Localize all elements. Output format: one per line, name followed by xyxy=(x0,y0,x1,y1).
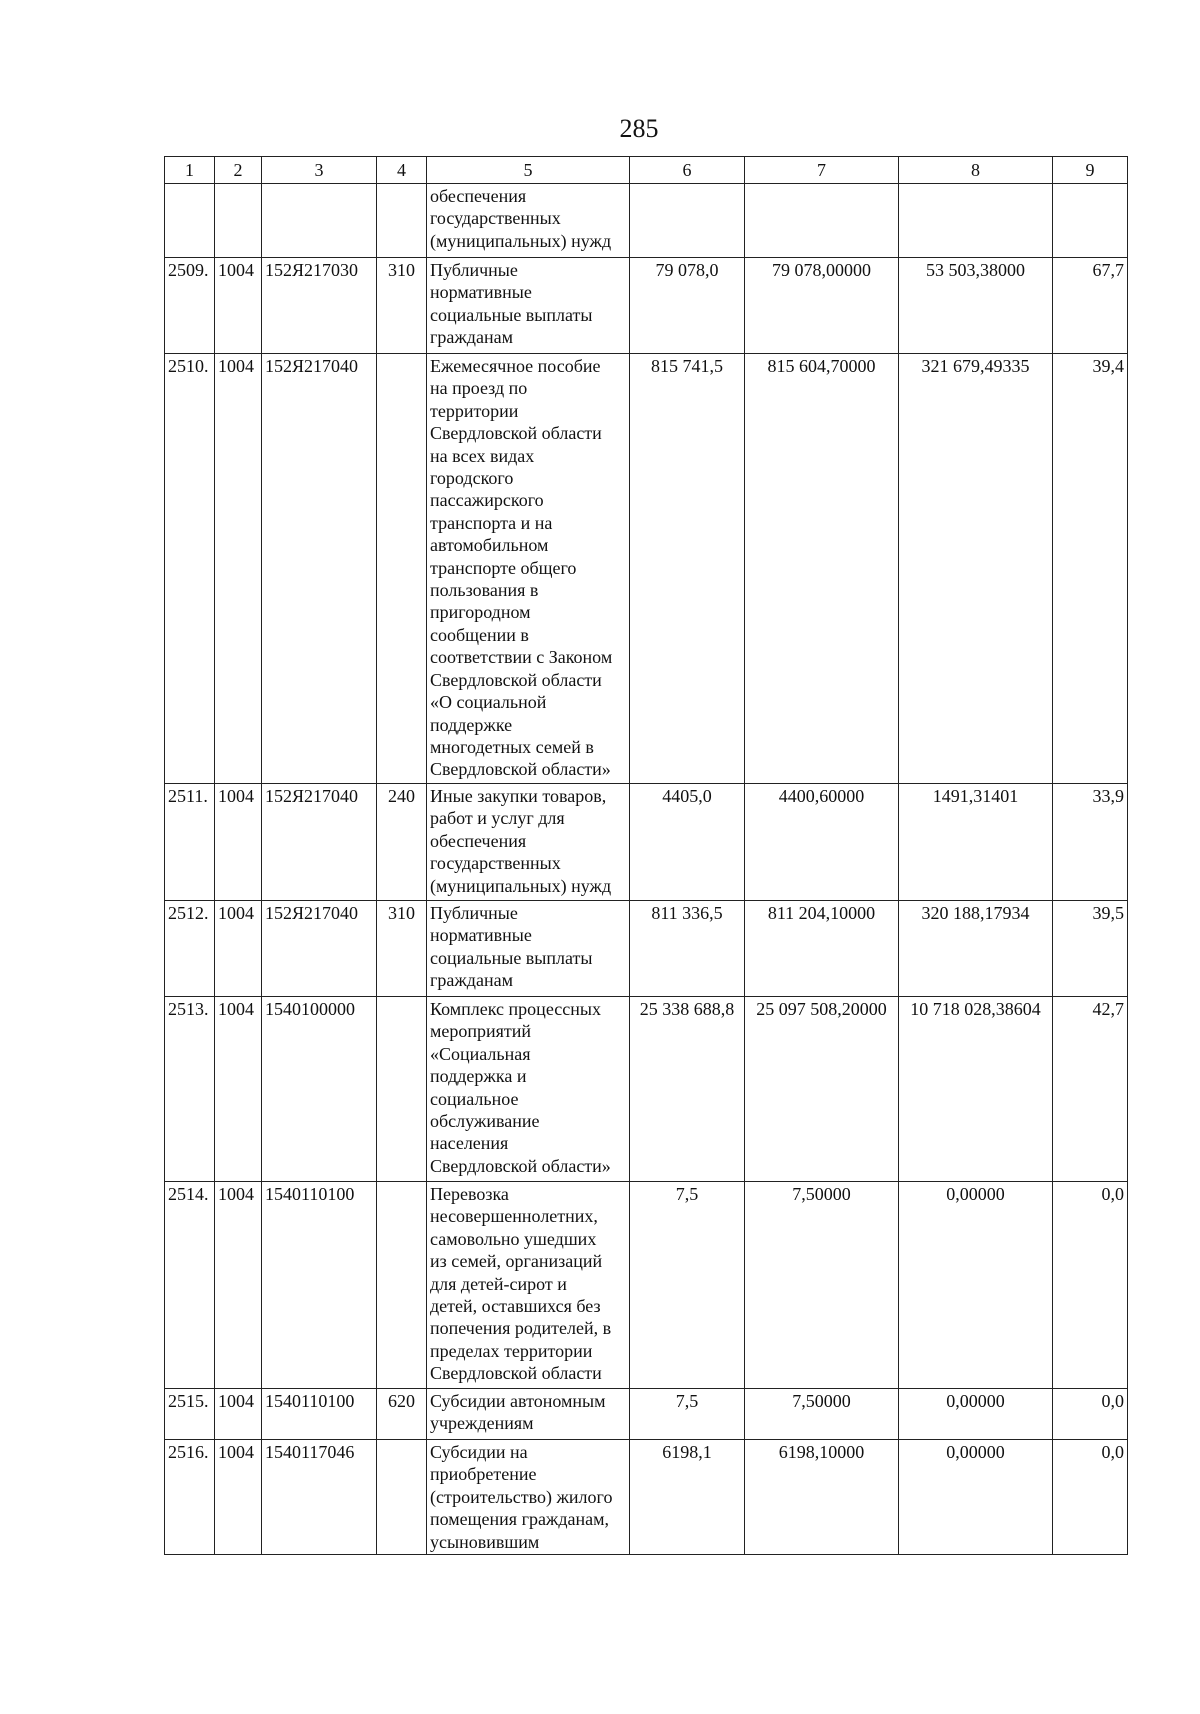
approved-amount-cell: 25 338 688,8 xyxy=(630,997,745,1182)
executed-amount-cell: 0,00000 xyxy=(899,1389,1053,1440)
target-article-cell: 152Я217040 xyxy=(262,354,377,784)
description-cell: Субсидии на приобретение (строительство) жилого помещения гражданам, усыновившим xyxy=(427,1440,630,1555)
executed-amount-cell: 53 503,38000 xyxy=(899,258,1053,354)
row-number-cell: 2516. xyxy=(165,1440,215,1555)
table-row xyxy=(165,258,1128,354)
percent-cell: 0,0 xyxy=(1053,1440,1128,1555)
expense-type-cell xyxy=(377,354,427,784)
executed-amount-cell: 321 679,49335 xyxy=(899,354,1053,784)
section-code-cell xyxy=(215,184,262,258)
table-row xyxy=(165,901,1128,997)
section-code-cell: 1004 xyxy=(215,1440,262,1555)
expense-type-cell: 310 xyxy=(377,258,427,354)
section-code-cell: 1004 xyxy=(215,997,262,1182)
row-number-cell: 2512. xyxy=(165,901,215,997)
description-cell: Комплекс процессных мероприятий «Социальная поддержка и социальное обслуживание населения Свердловской области» xyxy=(427,997,630,1182)
percent-cell: 67,7 xyxy=(1053,258,1128,354)
executed-amount-cell: 0,00000 xyxy=(899,1440,1053,1555)
expense-type-cell: 310 xyxy=(377,901,427,997)
description-cell: Публичные нормативные социальные выплаты гражданам xyxy=(427,901,630,997)
row-number-cell: 2513. xyxy=(165,997,215,1182)
plan-amount-cell: 7,50000 xyxy=(745,1389,899,1440)
expense-type-cell: 240 xyxy=(377,784,427,901)
description-cell: Публичные нормативные социальные выплаты гражданам xyxy=(427,258,630,354)
executed-amount-cell: 1491,31401 xyxy=(899,784,1053,901)
executed-amount-cell xyxy=(899,184,1053,258)
description-cell: Субсидии автономным учреждениям xyxy=(427,1389,630,1440)
plan-amount-cell: 7,50000 xyxy=(745,1182,899,1389)
plan-amount-cell: 815 604,70000 xyxy=(745,354,899,784)
target-article-cell: 1540110100 xyxy=(262,1389,377,1440)
percent-cell: 42,7 xyxy=(1053,997,1128,1182)
approved-amount-cell: 79 078,0 xyxy=(630,258,745,354)
target-article-cell: 152Я217030 xyxy=(262,258,377,354)
column-header: 9 xyxy=(1053,157,1128,184)
executed-amount-cell: 320 188,17934 xyxy=(899,901,1053,997)
plan-amount-cell: 811 204,10000 xyxy=(745,901,899,997)
percent-cell: 0,0 xyxy=(1053,1182,1128,1389)
page-number: 285 xyxy=(619,114,659,143)
column-header: 6 xyxy=(630,157,745,184)
approved-amount-cell: 7,5 xyxy=(630,1389,745,1440)
percent-cell: 33,9 xyxy=(1053,784,1128,901)
expense-type-cell xyxy=(377,997,427,1182)
description-cell: Иные закупки товаров, работ и услуг для обеспечения государственных (муниципальных) нужд xyxy=(427,784,630,901)
executed-amount-cell: 0,00000 xyxy=(899,1182,1053,1389)
section-code-cell: 1004 xyxy=(215,1389,262,1440)
section-code-cell: 1004 xyxy=(215,1182,262,1389)
section-code-cell: 1004 xyxy=(215,354,262,784)
target-article-cell: 152Я217040 xyxy=(262,784,377,901)
table-row xyxy=(165,1440,1128,1555)
table-row xyxy=(165,1389,1128,1440)
percent-cell: 39,4 xyxy=(1053,354,1128,784)
row-number-cell: 2515. xyxy=(165,1389,215,1440)
table-row xyxy=(165,354,1128,784)
column-header: 8 xyxy=(899,157,1053,184)
budget-table xyxy=(164,156,1128,1555)
target-article-cell: 1540110100 xyxy=(262,1182,377,1389)
header-row xyxy=(165,157,1128,184)
row-number-cell: 2509. xyxy=(165,258,215,354)
column-header: 2 xyxy=(215,157,262,184)
approved-amount-cell: 811 336,5 xyxy=(630,901,745,997)
target-article-cell: 152Я217040 xyxy=(262,901,377,997)
table-row xyxy=(165,784,1128,901)
approved-amount-cell: 7,5 xyxy=(630,1182,745,1389)
section-code-cell: 1004 xyxy=(215,784,262,901)
executed-amount-cell: 10 718 028,38604 xyxy=(899,997,1053,1182)
approved-amount-cell: 815 741,5 xyxy=(630,354,745,784)
table-row xyxy=(165,997,1128,1182)
expense-type-cell xyxy=(377,184,427,258)
row-number-cell: 2510. xyxy=(165,354,215,784)
percent-cell: 0,0 xyxy=(1053,1389,1128,1440)
target-article-cell: 1540117046 xyxy=(262,1440,377,1555)
column-header: 3 xyxy=(262,157,377,184)
row-number-cell xyxy=(165,184,215,258)
approved-amount-cell xyxy=(630,184,745,258)
expense-type-cell: 620 xyxy=(377,1389,427,1440)
expense-type-cell xyxy=(377,1182,427,1389)
percent-cell: 39,5 xyxy=(1053,901,1128,997)
section-code-cell: 1004 xyxy=(215,901,262,997)
plan-amount-cell: 4400,60000 xyxy=(745,784,899,901)
row-number-cell: 2511. xyxy=(165,784,215,901)
section-code-cell: 1004 xyxy=(215,258,262,354)
description-cell: обеспечения государственных (муниципальных) нужд xyxy=(427,184,630,258)
column-header: 5 xyxy=(427,157,630,184)
table-body xyxy=(165,184,1128,1555)
description-cell: Перевозка несовершеннолетних, самовольно ушедших из семей, организаций для детей-сирот и детей, оставшихся без попечения родителей, в пределах территории Свердловской области xyxy=(427,1182,630,1389)
column-header: 4 xyxy=(377,157,427,184)
percent-cell xyxy=(1053,184,1128,258)
column-header: 7 xyxy=(745,157,899,184)
plan-amount-cell: 25 097 508,20000 xyxy=(745,997,899,1182)
table-row xyxy=(165,184,1128,258)
approved-amount-cell: 6198,1 xyxy=(630,1440,745,1555)
approved-amount-cell: 4405,0 xyxy=(630,784,745,901)
table-row xyxy=(165,1182,1128,1389)
description-cell: Ежемесячное пособие на проезд по территории Свердловской области на всех видах городского пассажирского транспорта и на автомобильном транспорте общего пользования в пригородном сообщении в соответствии с Законом Свердловской области «О социальной поддержке многодетных семей в Свердловской области» xyxy=(427,354,630,784)
target-article-cell xyxy=(262,184,377,258)
row-number-cell: 2514. xyxy=(165,1182,215,1389)
expense-type-cell xyxy=(377,1440,427,1555)
plan-amount-cell: 79 078,00000 xyxy=(745,258,899,354)
plan-amount-cell xyxy=(745,184,899,258)
target-article-cell: 1540100000 xyxy=(262,997,377,1182)
plan-amount-cell: 6198,10000 xyxy=(745,1440,899,1555)
column-header: 1 xyxy=(165,157,215,184)
